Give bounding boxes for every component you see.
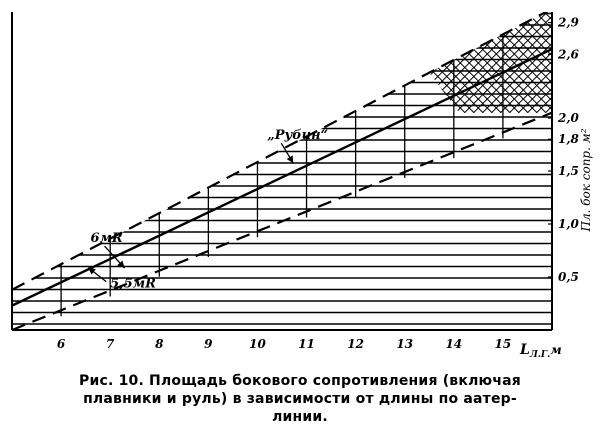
crosshatch-line: [508, 12, 600, 132]
annotation-label: 5,5мR: [110, 276, 156, 292]
y-tick-label: 2,9: [558, 15, 579, 30]
x-tick-label: 7: [106, 337, 115, 351]
crosshatch-line: [292, 12, 412, 132]
figure-caption: [20, 372, 580, 426]
crosshatch-line: [490, 12, 600, 132]
crosshatch-line: [301, 12, 421, 132]
y-tick-label: 2,0: [558, 111, 579, 125]
x-tick-label: 12: [347, 337, 364, 351]
annotation-label: „Рубин“: [267, 128, 329, 144]
crosshatch-line: [238, 12, 358, 132]
crosshatch-line: [265, 12, 385, 132]
step-marks: [61, 34, 503, 316]
crosshatch-line: [346, 12, 466, 132]
crosshatch-line: [346, 12, 466, 132]
y-tick-label: 2,6: [558, 47, 579, 62]
crosshatch-line: [427, 12, 547, 132]
x-tick-label: 11: [298, 337, 315, 351]
crosshatch-line: [589, 12, 600, 132]
caption-line-1: Рис. 10. Площадь бокового сопротивления (включая: [79, 373, 521, 389]
crosshatch-line: [274, 12, 394, 132]
crosshatch-line: [490, 12, 600, 132]
crosshatch-line: [454, 12, 574, 132]
x-axis-label: [519, 342, 562, 360]
x-axis-label-unit: м: [550, 343, 562, 357]
crosshatch-line: [238, 12, 358, 132]
crosshatch-line: [274, 12, 394, 132]
x-tick-label: 6: [56, 337, 66, 351]
x-tick-label: 9: [204, 337, 213, 351]
crosshatch-line: [580, 12, 600, 132]
crosshatch-line: [382, 12, 502, 132]
y-tick-label: 1,5: [558, 164, 579, 178]
crosshatch-line: [256, 12, 376, 132]
y-tick-label: 1,0: [558, 217, 579, 231]
crosshatch-line: [319, 12, 439, 132]
crosshatch-line: [229, 12, 349, 132]
x-tick-label: 14: [445, 337, 463, 351]
crosshatch-line: [256, 12, 376, 132]
crosshatch-line: [310, 12, 430, 132]
crosshatch-line: [265, 12, 385, 132]
x-tick-label: 8: [155, 337, 164, 351]
series-line-1: [12, 9, 552, 290]
y-tick-label: 0,5: [558, 270, 579, 284]
caption-line-3: линии.: [272, 409, 328, 425]
crosshatch-line: [373, 12, 493, 132]
crosshatch-line: [508, 12, 600, 132]
y-tick-label: 1,8: [558, 132, 579, 147]
hatch-group: [12, 14, 552, 325]
crosshatch-line: [229, 12, 349, 132]
crosshatch-line: [310, 12, 430, 132]
crosshatch-line: [283, 12, 403, 132]
y-axis-label: Пл. бок сопр. м²: [579, 128, 593, 232]
series-lines: [12, 9, 552, 330]
crosshatch-line: [391, 12, 511, 132]
x-axis-label-main: L: [520, 342, 530, 358]
crosshatch-line: [364, 12, 484, 132]
x-tick-label: 15: [494, 337, 512, 351]
crosshatch-line: [580, 12, 600, 132]
crosshatch-line: [364, 12, 484, 132]
annotation-label: 6мR: [90, 231, 123, 247]
crosshatch-line: [283, 12, 403, 132]
hatch-lines: [12, 14, 552, 325]
crosshatch-line: [301, 12, 421, 132]
x-axis-label-sub: Л.Г.: [529, 350, 551, 360]
crosshatch-line: [589, 12, 600, 132]
crosshatch-line: [292, 12, 412, 132]
annotation-arrowhead: [88, 268, 96, 275]
crosshatch-line: [319, 12, 439, 132]
x-tick-label: 13: [396, 337, 414, 351]
caption-line-2: плавники и руль) в зависимости от длины по аатер-: [83, 391, 517, 407]
crosshatch-line: [481, 12, 600, 132]
x-tick-labels: [57, 337, 511, 351]
crosshatch-line: [418, 12, 538, 132]
x-tick-label: 10: [249, 337, 266, 351]
